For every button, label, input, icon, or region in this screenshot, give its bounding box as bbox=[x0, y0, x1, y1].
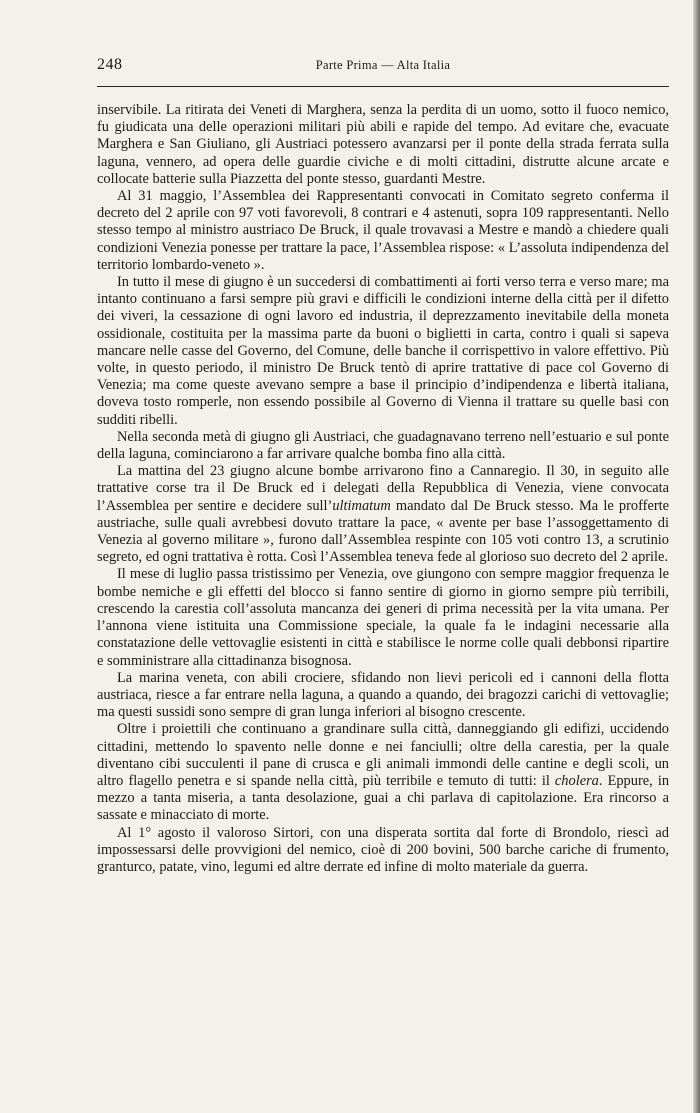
header-rule bbox=[97, 86, 669, 87]
italic-term-ultimatum: ultimatum bbox=[332, 497, 391, 514]
paragraph-5-text-before: La mattina del 23 giugno alcune bombe arrivarono fino a Cannaregio. Il 30, in seguito alle trattative corse tra il De Bruck ed i delegati della Repubblica di Venezia, viene convocata l’Assemblea per sentire e decidere sull’ bbox=[97, 463, 669, 514]
paragraph-8-text-before: Oltre i proiettili che continuano a grandinare sulla città, danneggiando gli edifizi, uccidendo cittadini, mettendo lo spavento nelle donne e nei fanciulli; oltre della carestia, per la quale diventano cibi succulenti il pane di crusca e gli animali immondi delle cantine e degli scoli, un altro flagello penetra e si spande nella città, più terribile e temuto di tutti: il bbox=[97, 721, 669, 789]
page-header bbox=[97, 56, 669, 80]
paragraph-7: La marina veneta, con abili crociere, sfidando non lievi pericoli ed i cannoni della flotta austriaca, riesce a far entrare nella laguna, a quando a quando, dei bragozzi carichi di vettovaglie; ma questi sussidi sono sempre di gran lunga inferiori al bisogno crescente. bbox=[97, 669, 669, 721]
running-title: Parte Prima — Alta Italia bbox=[315, 58, 451, 72]
paragraph-6: Il mese di luglio passa tristissimo per Venezia, ove giungono con sempre maggior frequenza le bombe nemiche e gli effetti del blocco si fanno sentire di giorno in giorno sempre più terribili, crescendo la carestia coll’assoluta mancanza dei generi di prima necessità per la vita umana. Per l’annona viene istituita una Commissione speciale, la quale fa le indagini necessarie alla constatazione delle vettovaglie esistenti in città e stabilisce le norme colle quali debbonsi ripartire e somministrare alla cittadinanza bisognosa. bbox=[97, 566, 669, 669]
page-number: 248 bbox=[97, 56, 123, 73]
paragraph-5-text-after: mandato dal De Bruck stesso. Ma le profferte austriache, sulle quali avrebbesi dovuto trattare la pace, « avente per base l’assoggettamento di Venezia al governo militare », furono dall’Assemblea respinte con 105 voti contro 13, a scrutinio segreto, ed ogni trattativa è rotta. Così l’Assemblea teneva fede al glorioso suo decreto del 2 aprile. bbox=[97, 497, 670, 566]
paragraph-1: inservibile. La ritirata dei Veneti di Marghera, senza la perdita di un uomo, sotto il fuoco nemico, fu giudicata una delle operazioni militari più abili e rapide del tempo. Ad evitare che, evacuate Marghera e San Giuliano, gli Austriaci potessero avanzarsi per il ponte della strada ferrata sulla laguna, vennero, ad opera delle guardie civiche e di molti cittadini, distrutte alcune arcate e collocate batterie sulla Piazzetta del ponte stesso, guardanti Mestre. bbox=[97, 102, 669, 187]
body-text bbox=[97, 102, 669, 876]
paragraph-4: Nella seconda metà di giugno gli Austriaci, che guadagnavano terreno nell’estuario e sul ponte della laguna, cominciarono a far arrivare qualche bomba fino alla città. bbox=[97, 428, 669, 463]
paragraph-9: Al 1° agosto il valoroso Sirtori, con una disperata sortita dal forte di Brondolo, riescì ad impossessarsi delle provvigioni del nemico, cioè di 200 bovini, 500 barche cariche di frumento, granturco, patate, vino, legumi ed altre derrate ed infine di molto materiale da guerra. bbox=[97, 824, 669, 875]
paragraph-8 bbox=[97, 721, 669, 824]
paragraph-8-text-after: . Eppure, in mezzo a tanta miseria, a tanta desolazione, guai a chi parlava di capitolazione. Era rincorso a sassate e minacciato di morte. bbox=[97, 772, 670, 824]
paragraph-2: Al 31 maggio, l’Assemblea dei Rappresentanti convocati in Comitato segreto conferma il decreto del 2 aprile con 97 voti favorevoli, 8 contrari e 4 astenuti, sopra 109 rappresentanti. Nello stesso tempo al ministro austriaco De Bruck, il quale trovavasi a Mestre e mandò a chiedere quali condizioni Venezia ponesse per trattare la pace, l’Assemblea rispose: « L’assoluta indipendenza del territorio lombardo-veneto ». bbox=[97, 188, 669, 273]
page-edge-shadow bbox=[693, 0, 700, 1113]
italic-term-cholera: cholera bbox=[554, 772, 599, 789]
paragraph-3: In tutto il mese di giugno è un succedersi di combattimenti ai forti verso terra e verso mare; ma intanto continuano a farsi sempre più gravi e difficili le condizioni interne della città per il difetto dei viveri, la cessazione di ogni lavoro ed industria, il deprezzamento inevitabile della moneta ossidionale, costituita per la massima parte da buoni o biglietti in carta, contro i quali si sapeva mancare nelle casse del Governo, del Comune, delle banche il corrispettivo in valore effettivo. Più volte, in questo periodo, il ministro De Bruck tentò di aprire trattative di pace col Governo di Venezia; ma come queste avevano sempre a base il principio d’indipendenza e libertà italiana, doveva tosto romperle, non essendo possibile al Governo di Vienna il trattare su quelle basi con sudditi ribelli. bbox=[97, 274, 669, 428]
paragraph-5 bbox=[97, 463, 669, 566]
